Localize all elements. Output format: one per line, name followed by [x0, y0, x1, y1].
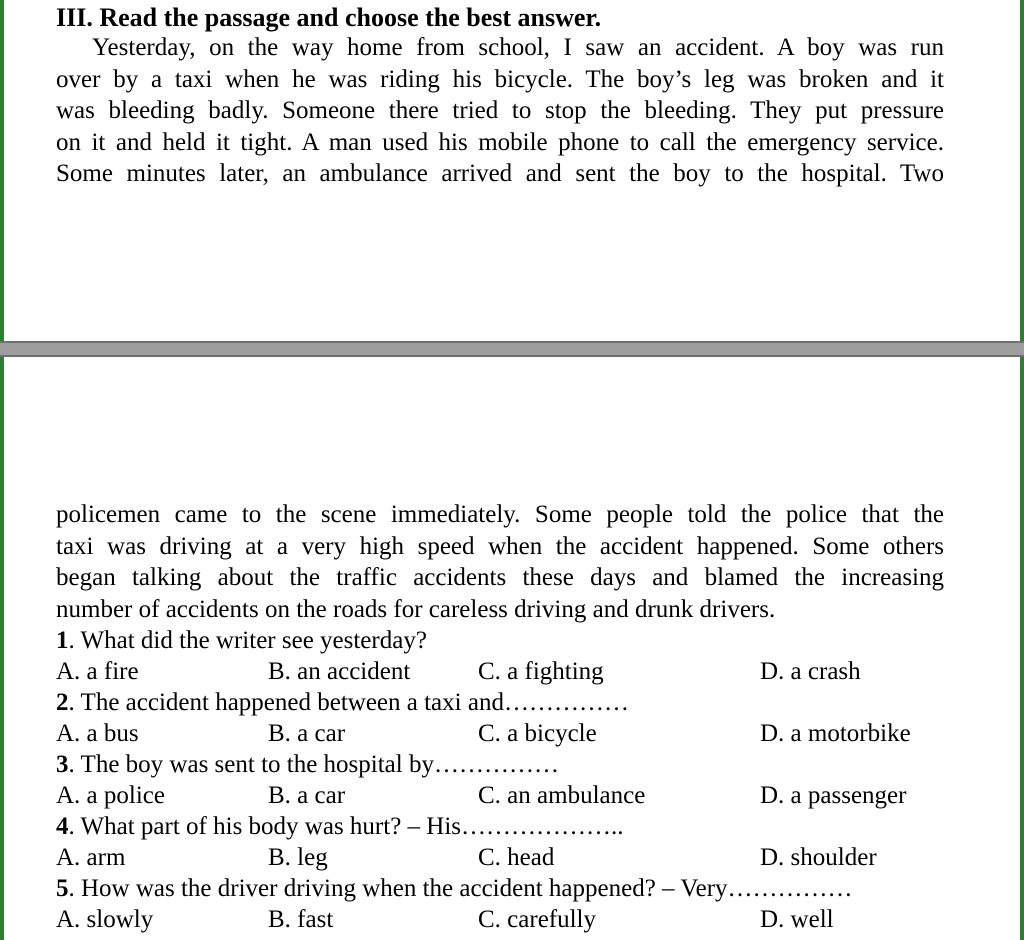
passage-line: over by a taxi when he was riding his bicycle. The boy’s leg was broken and it — [56, 65, 944, 93]
section-heading: III. Read the passage and choose the best answer. — [56, 3, 602, 32]
option-a[interactable]: A. a bus — [56, 720, 139, 747]
option-b[interactable]: B. leg — [268, 844, 328, 871]
question-3-options — [56, 780, 956, 811]
passage-line: on it and held it tight. A man used his mobile phone to call the emergency service. — [56, 128, 944, 156]
page-separator — [0, 341, 1024, 357]
option-c[interactable]: C. a bicycle — [478, 720, 597, 747]
option-b[interactable]: B. a car — [268, 720, 346, 747]
passage-line: number of accidents on the roads for careless driving and drunk drivers. — [56, 595, 776, 623]
passage-line: taxi was driving at a very high speed when the accident happened. Some others — [56, 532, 944, 560]
passage-page-2 — [56, 499, 944, 625]
option-b[interactable]: B. a car — [268, 782, 346, 809]
question-number: 5 — [56, 875, 69, 902]
passage-line: Yesterday, on the way home from school, I saw an accident. A boy was run — [92, 34, 944, 61]
question-5-options — [56, 904, 956, 935]
question-text: . How was the driver driving when the accident happened? – Very…………… — [68, 875, 853, 902]
question-number: 2 — [56, 689, 69, 716]
question-list — [56, 625, 956, 935]
question-number: 4 — [56, 813, 69, 840]
question-4-options — [56, 842, 956, 873]
question-text: . The accident happened between a taxi and…………… — [68, 689, 629, 716]
option-c[interactable]: C. head — [478, 844, 555, 871]
passage-line: Some minutes later, an ambulance arrived and sent the boy to the hospital. Two — [56, 160, 944, 187]
document-page-top — [0, 0, 1024, 341]
question-text: . What part of his body was hurt? – His……………….. — [68, 813, 624, 840]
option-b[interactable]: B. an accident — [268, 658, 411, 685]
question-1 — [56, 625, 956, 656]
option-d[interactable]: D. a passenger — [760, 782, 907, 809]
passage-line: policemen came to the scene immediately. Some people told the police that the — [56, 501, 944, 528]
option-d[interactable]: D. a motorbike — [760, 720, 911, 747]
question-text: . What did the writer see yesterday? — [68, 627, 427, 654]
option-c[interactable]: C. an ambulance — [478, 782, 646, 809]
question-3 — [56, 749, 956, 780]
option-b[interactable]: B. fast — [268, 906, 334, 933]
document-page-bottom — [0, 357, 1024, 940]
option-d[interactable]: D. a crash — [760, 658, 861, 685]
option-a[interactable]: A. a fire — [56, 658, 139, 685]
passage-line: was bleeding badly. Someone there tried to stop the bleeding. They put pressure — [56, 97, 944, 124]
question-4 — [56, 811, 956, 842]
option-d[interactable]: D. well — [760, 906, 834, 933]
question-2 — [56, 687, 956, 718]
passage-page-1 — [56, 32, 944, 190]
option-c[interactable]: C. carefully — [478, 906, 597, 933]
question-text: . The boy was sent to the hospital by…………… — [68, 751, 559, 778]
option-c[interactable]: C. a fighting — [478, 658, 604, 685]
question-number: 1 — [56, 627, 69, 654]
question-number: 3 — [56, 751, 69, 778]
question-5 — [56, 873, 956, 904]
option-d[interactable]: D. shoulder — [760, 844, 877, 871]
question-1-options — [56, 656, 956, 687]
option-a[interactable]: A. slowly — [56, 906, 154, 933]
question-2-options — [56, 718, 956, 749]
option-a[interactable]: A. a police — [56, 782, 165, 809]
option-a[interactable]: A. arm — [56, 844, 126, 871]
passage-line: began talking about the traffic accidents these days and blamed the increasing — [56, 564, 944, 591]
